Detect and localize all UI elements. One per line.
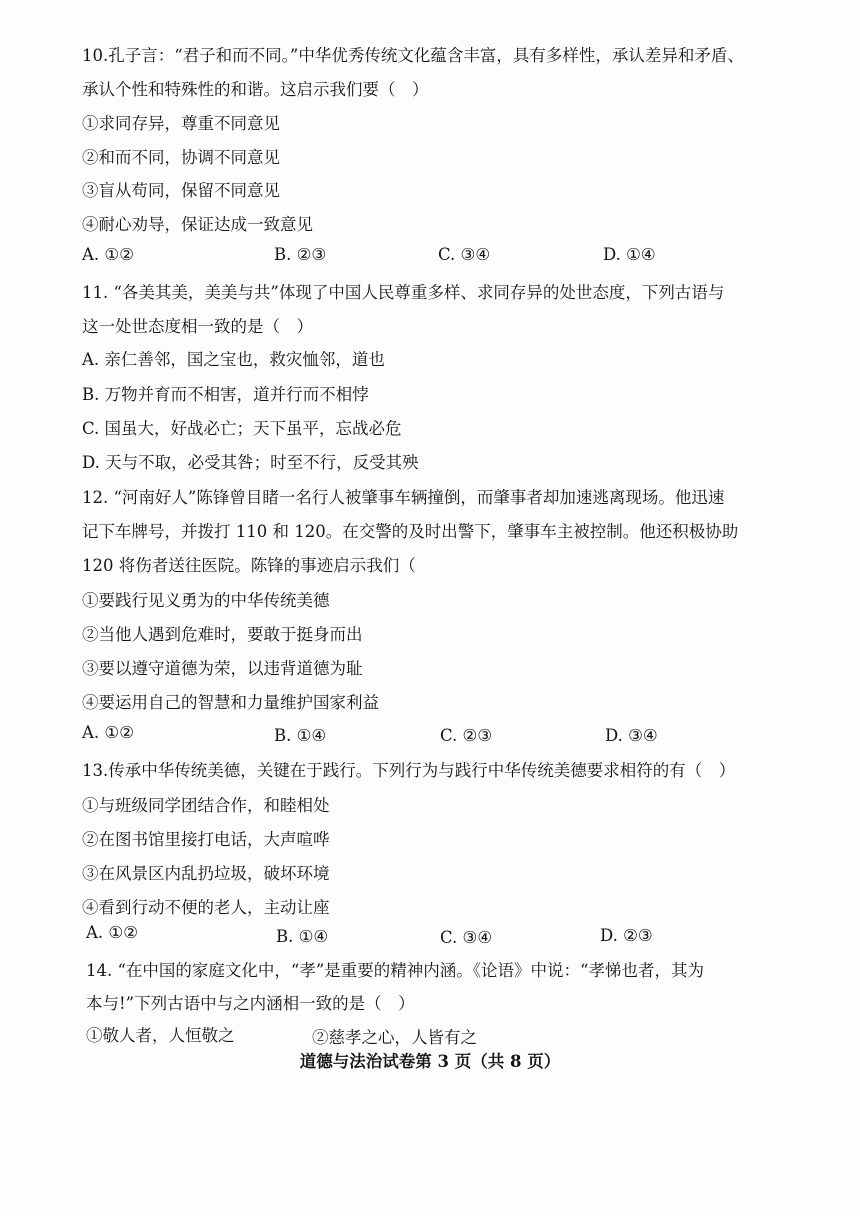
q13-stem-line1: 13.传承中华传统美德，关键在于践行。下列行为与践行中华传统美德要求相符的有（ ） [82,761,736,780]
q12-stem-line3: 120 将伤者送往医院。陈锋的事迹启示我们（ [82,556,416,575]
q11-option-b: B. 万物并育而不相害，道并行而不相悖 [82,385,369,404]
q10-item-1: ①求同存异，尊重不同意见 [82,114,280,133]
q12-option-c: C. ②③ [440,726,493,745]
q12-stem-line1: 12. “河南好人”陈锋曾目睹一名行人被肇事车辆撞倒，而肇事者却加速逃离现场。他迅速 [82,488,725,507]
q14-item-1: ①敬人者，人恒敬之 [86,1026,235,1045]
q10-stem-line2: 承认个性和特殊性的和谐。这启示我们要（ ） [82,80,429,99]
q13-item-2: ②在图书馆里接打电话，大声喧哗 [82,830,330,849]
q10-item-4: ④耐心劝导，保证达成一致意见 [82,215,313,234]
q10-option-a: A. ①② [82,245,134,264]
q12-option-a: A. ①② [82,723,134,742]
q10-item-3: ③盲从苟同，保留不同意见 [82,181,280,200]
q11-option-c: C. 国虽大，好战必亡；天下虽平，忘战必危 [82,419,402,438]
q12-stem-line2: 记下车牌号，并拨打 110 和 120。在交警的及时出警下，肇事车主被控制。他还积极协助 [82,522,739,541]
q14-item-2: ②慈孝之心，人皆有之 [312,1028,477,1047]
q10-option-b: B. ②③ [274,245,327,264]
q12-item-2: ②当他人遇到危难时，要敢于挺身而出 [82,625,363,644]
q10-option-d: D. ①④ [603,245,656,264]
q13-option-a: A. ①② [86,923,138,942]
q10-option-c: C. ③④ [438,245,491,264]
q13-item-3: ③在风景区内乱扔垃圾，破坏环境 [82,864,330,883]
page-footer: 道德与法治试卷第 3 页（共 8 页） [299,1052,561,1071]
q12-option-b: B. ①④ [274,726,327,745]
q12-item-1: ①要践行见义勇为的中华传统美德 [82,591,330,610]
q11-stem-line2: 这一处世态度相一致的是（ ） [82,317,313,336]
q14-stem-line2: 本与!”下列古语中与之内涵相一致的是（ ） [86,994,415,1013]
q10-stem-line1: 10.孔子言：“君子和而不同。”中华优秀传统文化蕴含丰富，具有多样性，承认差异和矛盾、 [82,46,744,65]
q11-stem-line1: 11. “各美其美，美美与共”体现了中国人民尊重多样、求同存异的处世态度，下列古语与 [82,283,725,302]
q13-item-1: ①与班级同学团结合作，和睦相处 [82,796,330,815]
q13-option-c: C. ③④ [440,928,493,947]
q12-item-3: ③要以遵守道德为荣，以违背道德为耻 [82,659,363,678]
q10-item-2: ②和而不同，协调不同意见 [82,148,280,167]
q13-option-b: B. ①④ [276,927,329,946]
q13-option-d: D. ②③ [600,926,653,945]
q14-stem-line1: 14. “在中国的家庭文化中，“孝”是重要的精神内涵。《论语》中说：“孝悌也者，其为 [86,961,704,980]
q11-option-a: A. 亲仁善邻，国之宝也，救灾恤邻，道也 [82,350,385,369]
q12-item-4: ④要运用自己的智慧和力量维护国家利益 [82,693,379,712]
q11-option-d: D. 天与不取，必受其咎；时至不行，反受其殃 [82,453,419,472]
q13-item-4: ④看到行动不便的老人，主动让座 [82,898,330,917]
q12-option-d: D. ③④ [605,726,658,745]
